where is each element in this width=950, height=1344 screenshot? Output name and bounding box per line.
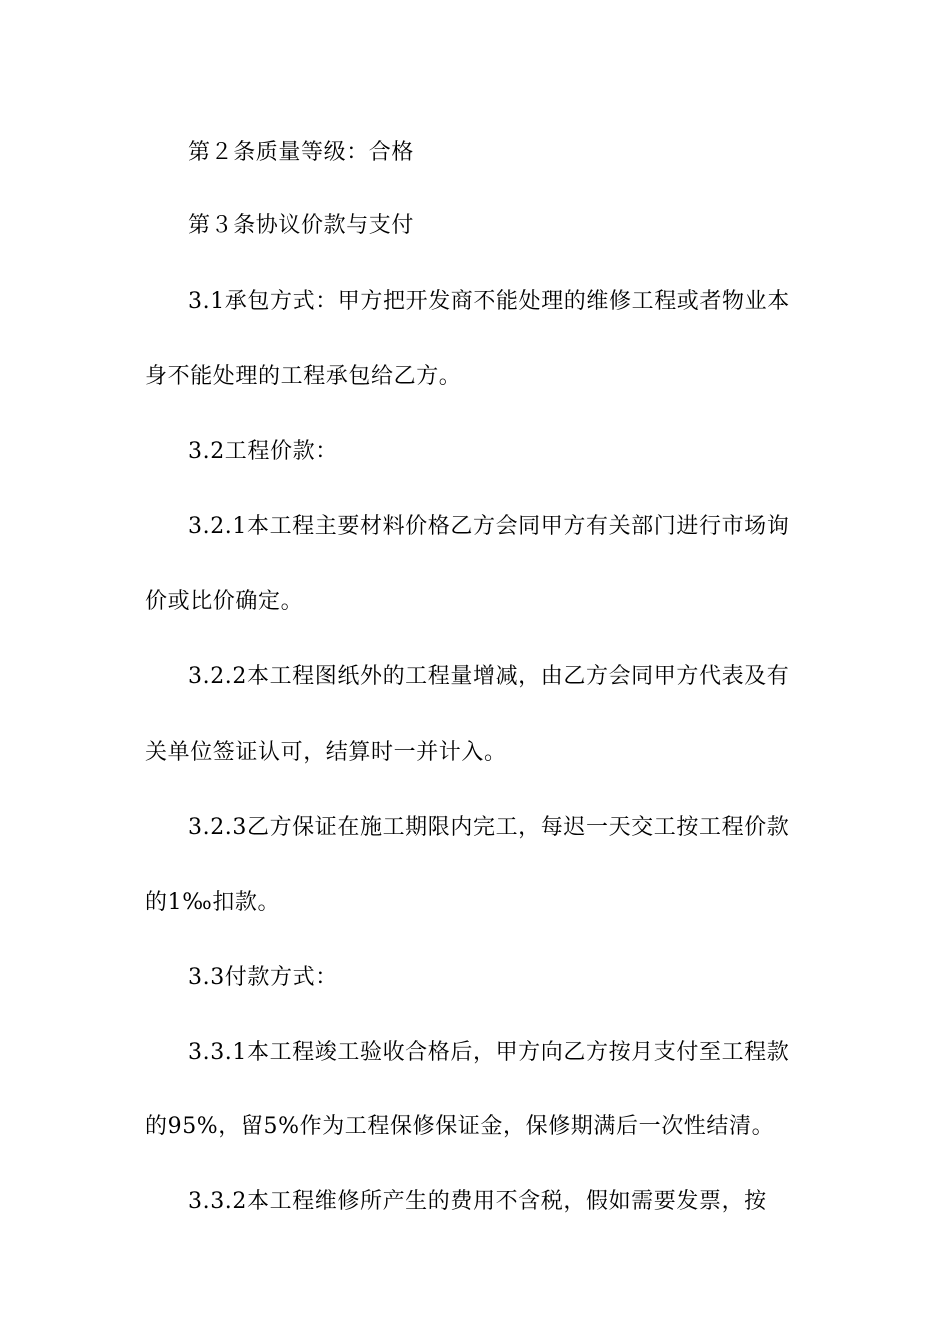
- clause-3-1-line-1: 3.1承包方式：甲方把开发商不能处理的维修工程或者物业本: [188, 289, 790, 314]
- clause-3-3-heading: 3.3付款方式：: [188, 965, 338, 990]
- article-2-quality-grade: 第２条质量等级：合格: [188, 140, 415, 165]
- clause-3-2-2-line-1: 3.2.2本工程图纸外的工程量增减，由乙方会同甲方代表及有: [188, 664, 790, 689]
- clause-3-2-1-line-2: 价或比价确定。: [145, 589, 304, 614]
- clause-3-2-1-line-1: 3.2.1本工程主要材料价格乙方会同甲方有关部门进行市场询: [188, 514, 790, 539]
- clause-3-3-2-line-1: 3.3.2本工程维修所产生的费用不含税，假如需要发票，按: [188, 1189, 767, 1214]
- clause-3-2-heading: 3.2工程价款：: [188, 439, 338, 464]
- clause-3-1-line-2: 身不能处理的工程承包给乙方。: [145, 364, 462, 389]
- clause-3-2-3-line-2: 的1‰扣款。: [145, 890, 281, 915]
- clause-3-2-3-line-1: 3.2.3乙方保证在施工期限内完工，每迟一天交工按工程价款: [188, 815, 790, 840]
- clause-3-3-1-line-2: 的95%，留5%作为工程保修保证金，保修期满后一次性结清。: [145, 1114, 775, 1139]
- clause-3-2-2-line-2: 关单位签证认可，结算时一并计入。: [145, 740, 507, 765]
- clause-3-3-1-line-1: 3.3.1本工程竣工验收合格后，甲方向乙方按月支付至工程款: [188, 1040, 790, 1065]
- article-3-heading: 第３条协议价款与支付: [188, 213, 415, 238]
